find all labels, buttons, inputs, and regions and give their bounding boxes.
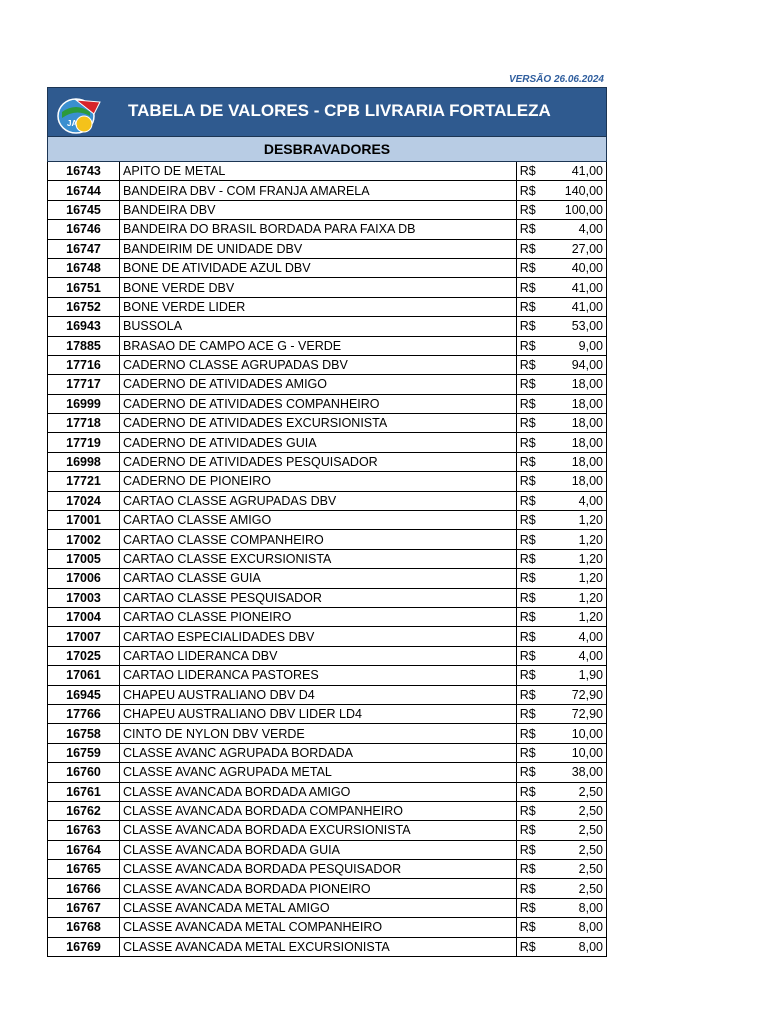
item-price: 53,00 <box>543 317 606 336</box>
currency-symbol: R$ <box>516 317 543 336</box>
table-row <box>48 569 607 588</box>
table-row <box>48 414 607 433</box>
item-description: BANDEIRA DBV <box>120 200 517 219</box>
item-code: 17024 <box>48 491 120 510</box>
item-price: 4,00 <box>543 627 606 646</box>
currency-symbol: R$ <box>516 627 543 646</box>
table-row <box>48 239 607 258</box>
currency-symbol: R$ <box>516 801 543 820</box>
table-row <box>48 898 607 917</box>
item-description: CARTAO CLASSE EXCURSIONISTA <box>120 549 517 568</box>
table-row <box>48 685 607 704</box>
item-price: 18,00 <box>543 394 606 413</box>
item-price: 10,00 <box>543 724 606 743</box>
table-row <box>48 782 607 801</box>
item-description: CLASSE AVANCADA METAL EXCURSIONISTA <box>120 937 517 956</box>
table-row <box>48 433 607 452</box>
item-code: 16758 <box>48 724 120 743</box>
table-row <box>48 511 607 530</box>
table-row <box>48 278 607 297</box>
currency-symbol: R$ <box>516 782 543 801</box>
item-description: CLASSE AVANCADA BORDADA COMPANHEIRO <box>120 801 517 820</box>
item-price: 41,00 <box>543 278 606 297</box>
currency-symbol: R$ <box>516 452 543 471</box>
item-price: 9,00 <box>543 336 606 355</box>
logo-text: JA <box>67 119 78 128</box>
item-description: CLASSE AVANCADA BORDADA EXCURSIONISTA <box>120 821 517 840</box>
item-description: CLASSE AVANCADA BORDADA PESQUISADOR <box>120 860 517 879</box>
section-header: DESBRAVADORES <box>47 136 607 162</box>
currency-symbol: R$ <box>516 860 543 879</box>
item-description: CADERNO DE ATIVIDADES COMPANHEIRO <box>120 394 517 413</box>
table-row <box>48 491 607 510</box>
item-price: 18,00 <box>543 414 606 433</box>
item-code: 16765 <box>48 860 120 879</box>
item-code: 16999 <box>48 394 120 413</box>
sheet-header <box>47 87 607 136</box>
table-row <box>48 821 607 840</box>
item-description: CADERNO CLASSE AGRUPADAS DBV <box>120 355 517 374</box>
table-row <box>48 646 607 665</box>
item-code: 17007 <box>48 627 120 646</box>
item-price: 8,00 <box>543 898 606 917</box>
table-row <box>48 200 607 219</box>
item-price: 1,90 <box>543 666 606 685</box>
item-code: 17766 <box>48 704 120 723</box>
table-row <box>48 724 607 743</box>
item-code: 16945 <box>48 685 120 704</box>
item-code: 16763 <box>48 821 120 840</box>
currency-symbol: R$ <box>516 200 543 219</box>
item-description: BANDEIRIM DE UNIDADE DBV <box>120 239 517 258</box>
item-price: 18,00 <box>543 472 606 491</box>
item-price: 2,50 <box>543 801 606 820</box>
currency-symbol: R$ <box>516 898 543 917</box>
item-description: BANDEIRA DO BRASIL BORDADA PARA FAIXA DB <box>120 220 517 239</box>
currency-symbol: R$ <box>516 666 543 685</box>
item-code: 17061 <box>48 666 120 685</box>
item-description: BONE VERDE LIDER <box>120 297 517 316</box>
table-row <box>48 181 607 200</box>
item-price: 4,00 <box>543 646 606 665</box>
item-code: 16762 <box>48 801 120 820</box>
item-price: 8,00 <box>543 937 606 956</box>
currency-symbol: R$ <box>516 181 543 200</box>
item-price: 2,50 <box>543 840 606 859</box>
currency-symbol: R$ <box>516 840 543 859</box>
item-code: 16760 <box>48 763 120 782</box>
currency-symbol: R$ <box>516 685 543 704</box>
table-row <box>48 937 607 956</box>
item-price: 18,00 <box>543 433 606 452</box>
item-price: 10,00 <box>543 743 606 762</box>
currency-symbol: R$ <box>516 414 543 433</box>
item-description: CARTAO CLASSE AMIGO <box>120 511 517 530</box>
item-code: 16744 <box>48 181 120 200</box>
table-row <box>48 355 607 374</box>
currency-symbol: R$ <box>516 278 543 297</box>
item-code: 16746 <box>48 220 120 239</box>
table-row <box>48 588 607 607</box>
item-description: CARTAO CLASSE COMPANHEIRO <box>120 530 517 549</box>
item-code: 16743 <box>48 162 120 181</box>
currency-symbol: R$ <box>516 220 543 239</box>
item-code: 16748 <box>48 258 120 277</box>
currency-symbol: R$ <box>516 511 543 530</box>
item-price: 41,00 <box>543 297 606 316</box>
table-row <box>48 666 607 685</box>
item-code: 17025 <box>48 646 120 665</box>
item-price: 18,00 <box>543 375 606 394</box>
currency-symbol: R$ <box>516 239 543 258</box>
item-price: 8,00 <box>543 918 606 937</box>
table-row <box>48 704 607 723</box>
item-price: 1,20 <box>543 530 606 549</box>
item-code: 16747 <box>48 239 120 258</box>
currency-symbol: R$ <box>516 549 543 568</box>
item-description: CADERNO DE PIONEIRO <box>120 472 517 491</box>
item-description: BANDEIRA DBV - COM FRANJA AMARELA <box>120 181 517 200</box>
currency-symbol: R$ <box>516 491 543 510</box>
page-title: TABELA DE VALORES - CPB LIVRARIA FORTALEZA <box>128 101 551 120</box>
price-table <box>47 162 607 957</box>
item-code: 17721 <box>48 472 120 491</box>
table-row <box>48 162 607 181</box>
table-row <box>48 879 607 898</box>
item-code: 16745 <box>48 200 120 219</box>
currency-symbol: R$ <box>516 258 543 277</box>
item-code: 17001 <box>48 511 120 530</box>
table-row <box>48 918 607 937</box>
table-row <box>48 452 607 471</box>
currency-symbol: R$ <box>516 588 543 607</box>
item-description: BUSSOLA <box>120 317 517 336</box>
item-description: CARTAO ESPECIALIDADES DBV <box>120 627 517 646</box>
item-price: 4,00 <box>543 220 606 239</box>
table-row <box>48 375 607 394</box>
table-row <box>48 258 607 277</box>
table-row <box>48 220 607 239</box>
item-description: CARTAO CLASSE GUIA <box>120 569 517 588</box>
currency-symbol: R$ <box>516 704 543 723</box>
currency-symbol: R$ <box>516 162 543 181</box>
item-description: CLASSE AVANCADA METAL AMIGO <box>120 898 517 917</box>
currency-symbol: R$ <box>516 394 543 413</box>
item-price: 72,90 <box>543 685 606 704</box>
item-description: CLASSE AVANCADA BORDADA AMIGO <box>120 782 517 801</box>
item-price: 94,00 <box>543 355 606 374</box>
currency-symbol: R$ <box>516 879 543 898</box>
currency-symbol: R$ <box>516 937 543 956</box>
currency-symbol: R$ <box>516 646 543 665</box>
table-row <box>48 549 607 568</box>
currency-symbol: R$ <box>516 375 543 394</box>
currency-symbol: R$ <box>516 607 543 626</box>
item-price: 2,50 <box>543 879 606 898</box>
item-price: 140,00 <box>543 181 606 200</box>
item-code: 16943 <box>48 317 120 336</box>
item-description: BONE VERDE DBV <box>120 278 517 297</box>
item-price: 4,00 <box>543 491 606 510</box>
table-row <box>48 336 607 355</box>
currency-symbol: R$ <box>516 530 543 549</box>
item-code: 16769 <box>48 937 120 956</box>
currency-symbol: R$ <box>516 433 543 452</box>
item-description: CADERNO DE ATIVIDADES AMIGO <box>120 375 517 394</box>
item-code: 16766 <box>48 879 120 898</box>
item-description: CARTAO CLASSE PESQUISADOR <box>120 588 517 607</box>
version-label: VERSÃO 26.06.2024 <box>508 74 604 85</box>
item-description: CADERNO DE ATIVIDADES GUIA <box>120 433 517 452</box>
item-price: 27,00 <box>543 239 606 258</box>
item-price: 2,50 <box>543 782 606 801</box>
item-price: 1,20 <box>543 588 606 607</box>
item-code: 17885 <box>48 336 120 355</box>
item-description: CHAPEU AUSTRALIANO DBV LIDER LD4 <box>120 704 517 723</box>
item-description: CADERNO DE ATIVIDADES EXCURSIONISTA <box>120 414 517 433</box>
item-description: APITO DE METAL <box>120 162 517 181</box>
item-code: 16764 <box>48 840 120 859</box>
item-code: 16998 <box>48 452 120 471</box>
currency-symbol: R$ <box>516 355 543 374</box>
item-description: CLASSE AVANC AGRUPADA METAL <box>120 763 517 782</box>
item-code: 16759 <box>48 743 120 762</box>
currency-symbol: R$ <box>516 724 543 743</box>
table-row <box>48 472 607 491</box>
item-code: 17717 <box>48 375 120 394</box>
item-description: CHAPEU AUSTRALIANO DBV D4 <box>120 685 517 704</box>
item-code: 16761 <box>48 782 120 801</box>
item-code: 16751 <box>48 278 120 297</box>
item-code: 17003 <box>48 588 120 607</box>
item-description: CLASSE AVANC AGRUPADA BORDADA <box>120 743 517 762</box>
item-description: CINTO DE NYLON DBV VERDE <box>120 724 517 743</box>
item-price: 72,90 <box>543 704 606 723</box>
item-code: 17005 <box>48 549 120 568</box>
currency-symbol: R$ <box>516 569 543 588</box>
item-price: 18,00 <box>543 452 606 471</box>
item-price: 38,00 <box>543 763 606 782</box>
table-row <box>48 317 607 336</box>
item-description: CLASSE AVANCADA METAL COMPANHEIRO <box>120 918 517 937</box>
currency-symbol: R$ <box>516 336 543 355</box>
item-description: BRASAO DE CAMPO ACE G - VERDE <box>120 336 517 355</box>
table-row <box>48 840 607 859</box>
item-code: 17718 <box>48 414 120 433</box>
item-price: 1,20 <box>543 549 606 568</box>
item-code: 16752 <box>48 297 120 316</box>
table-row <box>48 763 607 782</box>
table-row <box>48 607 607 626</box>
item-price: 40,00 <box>543 258 606 277</box>
price-sheet <box>47 87 607 957</box>
table-row <box>48 394 607 413</box>
item-code: 17002 <box>48 530 120 549</box>
currency-symbol: R$ <box>516 297 543 316</box>
item-description: CARTAO LIDERANCA PASTORES <box>120 666 517 685</box>
item-price: 100,00 <box>543 200 606 219</box>
table-row <box>48 297 607 316</box>
item-description: CLASSE AVANCADA BORDADA PIONEIRO <box>120 879 517 898</box>
item-description: CLASSE AVANCADA BORDADA GUIA <box>120 840 517 859</box>
currency-symbol: R$ <box>516 472 543 491</box>
item-code: 16767 <box>48 898 120 917</box>
table-row <box>48 530 607 549</box>
item-code: 17716 <box>48 355 120 374</box>
currency-symbol: R$ <box>516 763 543 782</box>
item-price: 1,20 <box>543 511 606 530</box>
item-price: 2,50 <box>543 821 606 840</box>
table-row <box>48 743 607 762</box>
currency-symbol: R$ <box>516 918 543 937</box>
ja-logo-icon <box>54 92 106 136</box>
item-code: 16768 <box>48 918 120 937</box>
item-description: BONE DE ATIVIDADE AZUL DBV <box>120 258 517 277</box>
item-description: CARTAO CLASSE AGRUPADAS DBV <box>120 491 517 510</box>
item-price: 41,00 <box>543 162 606 181</box>
item-price: 2,50 <box>543 860 606 879</box>
table-row <box>48 627 607 646</box>
item-code: 17006 <box>48 569 120 588</box>
item-description: CADERNO DE ATIVIDADES PESQUISADOR <box>120 452 517 471</box>
item-price: 1,20 <box>543 607 606 626</box>
item-description: CARTAO LIDERANCA DBV <box>120 646 517 665</box>
item-code: 17004 <box>48 607 120 626</box>
table-row <box>48 860 607 879</box>
table-row <box>48 801 607 820</box>
currency-symbol: R$ <box>516 821 543 840</box>
item-code: 17719 <box>48 433 120 452</box>
currency-symbol: R$ <box>516 743 543 762</box>
item-description: CARTAO CLASSE PIONEIRO <box>120 607 517 626</box>
item-price: 1,20 <box>543 569 606 588</box>
